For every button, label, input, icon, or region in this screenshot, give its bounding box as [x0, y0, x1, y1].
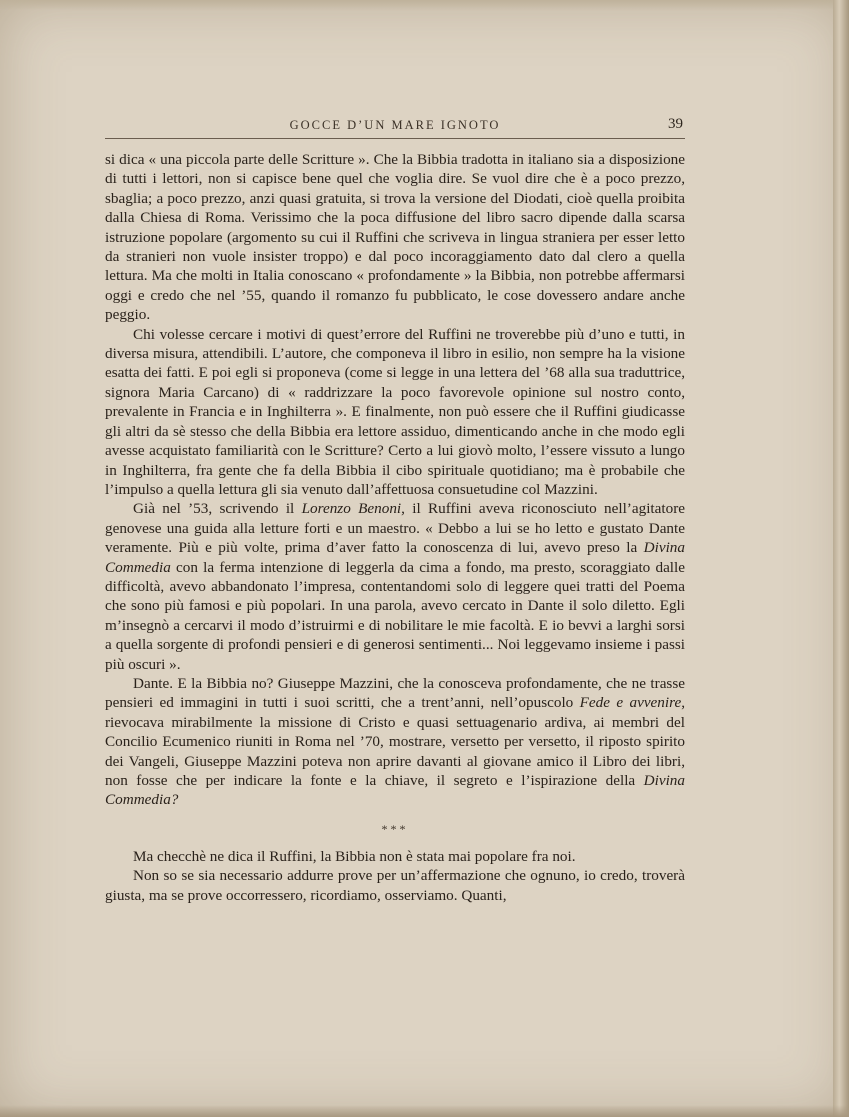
body-text	[105, 150, 685, 905]
paragraph: Chi volesse cercare i motivi di quest’errore del Ruffini ne troverebbe più d’uno e tutti, in diversa misura, attendibili. L’autore, che componeva il libro in esilio, non sempre ha la visione esatta dei fatti. E poi egli si proponeva (come si legge in una lettera del ’68 alla sua traduttrice, signora Maria Carcano) di « raddrizzare la poco favorevole opinione sul nostro conto, prevalente in Francia e in Inghilterra ». E finalmente, non può essere che il Ruffini giudicasse gli altri da sè stesso che della Bibbia era lettore assiduo, dimenticando anche in che modo egli avesse acquistato familiarità con le Scritture? Certo a lui giovò molto, l’essere vissuto a lungo in Inghilterra, fra gente che fa della Bibbia il cibo spirituale quotidiano; ma è probabile che l’impulso a quella lettura gli sia venuto dall’affettuosa consuetudine col Mazzini.	[105, 325, 685, 498]
text-run: Già nel ’53, scrivendo il	[133, 500, 302, 518]
paragraph	[105, 499, 685, 674]
text-run: , il Ruffini aveva riconosciuto nell’agitatore genovese una guida alla letture forti e un maestro. « Debbo a lui se ho letto e gustato Dante veramente. Più e più volte, prima d’aver fatto la conoscenza di lui, avevo preso la	[105, 500, 685, 557]
running-title: GOCCE D’UN MARE IGNOTO	[289, 118, 501, 132]
paragraph	[105, 674, 685, 810]
page-top-edge	[0, 0, 849, 10]
section-separator: ***	[381, 821, 409, 836]
page-header	[105, 116, 685, 139]
paragraph: si dica « una piccola parte delle Scritture ». Che la Bibbia tradotta in italiano sia a disposizione di tutti i lettori, non si capisce bene quel che voglia dire. Se vuol dire che è a poco prezzo, sbaglia; a poco prezzo, anzi quasi gratuita, si trova la versione del Diodati, cioè quella proibita dalla Chiesa di Roma. Verissimo che la poca diffusione del libro sacro dipende dalla scarsa istruzione popolare (argomento su cui il Ruffini che scriveva in lingua straniera per esser letto da stranieri non vuole insister troppo) e dal poco incoraggiamento dato dal clero a quella lettura. Ma che molti in Italia conoscano « profondamente » la Bibbia, non potrebbe affermarsi oggi e credo che nel ’55, quando il romanzo fu pubblicato, le cose dovessero andare anche peggio.	[105, 151, 685, 324]
paragraph: Non so se sia necessario addurre prove per un’affermazione che ognuno, io credo, troverà giusta, ma se prove occorressero, ricordiamo, osserviamo. Quanti,	[105, 867, 685, 904]
page-right-edge	[833, 0, 849, 1117]
italic-title: Divina Commedia?	[105, 772, 685, 809]
page-number: 39	[668, 116, 683, 132]
paragraph: Ma checchè ne dica il Ruffini, la Bibbia non è stata mai popolare fra noi.	[133, 847, 576, 865]
text-run: , rievocava mirabilmente la missione di Cristo e quasi settuagenario ardiva, ai membri del Concilio Ecumenico riuniti in Roma nel ’70, mostrare, versetto per versetto, il riposto spirito dei Vangeli, Giuseppe Mazzini poteva non aprire davanti al giovane amico il Libro dei libri, non fosse che per indicare la fonte e la chiave, il segreto e l’ispirazione della	[105, 694, 685, 789]
text-run: con la ferma intenzione di leggerla da cima a fondo, ma presto, scoraggiato dalle difficoltà, avevo abbandonato l’impresa, contentandomi solo di leggere quei tratti del Poema che sono più famosi e più popolari. In una parola, avevo cercato in Dante il solo diletto. Egli m’insegnò a cercarvi il modo d’istruirmi e di nobilitare le mie facoltà. E io bevvi a larghi sorsi a quella sorgente di profondi pensieri e di generosi sentimenti... Noi leggevamo insieme i passi più oscuri ».	[105, 558, 685, 673]
page-bottom-edge	[0, 1105, 849, 1117]
italic-title: Fede e avvenire	[579, 694, 682, 712]
text-run: Dante. E la Bibbia no? Giuseppe Mazzini, che la conosceva profondamente, che ne trasse pensieri ed immagini in tutti i suoi scritti, che a trent’anni, nell’opuscolo	[105, 674, 685, 712]
italic-title: Lorenzo Benoni	[301, 500, 402, 518]
italic-title: Divina Commedia	[105, 539, 685, 576]
